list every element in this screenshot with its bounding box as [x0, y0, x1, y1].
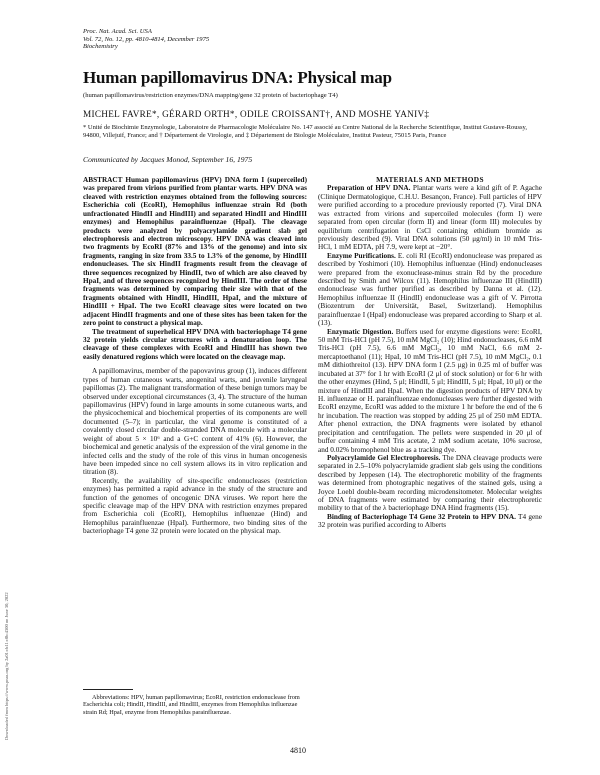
methods-body-4: The DNA cleavage products were separated in 2.5–10% polyacrylamide gradient slab gels using the conditions described by Jeppesen (14). The electrophoretic mobility of the fragments was determined from photographic negatives of the stained gels, using a Joyce Loebl double-beam recording microdensitometer. Molecular weights of DNA fragments were estimated by comparing their electrophoretic mobility to that of the λ bacteriophage DNA Hind fragments (15).	[318, 453, 542, 513]
methods-heading-4: Polyacrylamide Gel Electrophoresis.	[327, 453, 441, 462]
methods-paragraph-5	[318, 513, 542, 530]
affiliations: * Unité de Biochimie Enzymologie, Laboratoire de Pharmacologie Moléculaire No. 147 associé au Centre National de la Recherche Scientifique, Institut Gustave-Roussy, 94800, Villejuif, France; and † Département de Virologie, and ‡ Département de Biologie Moléculaire, Institut Pasteur, 75015 Paris, France	[83, 124, 527, 139]
footnote	[83, 689, 307, 716]
left-column	[83, 176, 307, 536]
journal-header	[83, 28, 209, 51]
paper-title: Human papillomavirus DNA: Physical map	[83, 68, 392, 87]
page-number: 4810	[290, 746, 306, 755]
methods-title: MATERIALS AND METHODS	[376, 176, 484, 184]
journal-volume: Vol. 72, No. 12, pp. 4810-4814, December 1975	[83, 35, 210, 43]
methods-paragraph-2	[318, 252, 542, 328]
authors: MICHEL FAVRE*, GÉRARD ORTH*, ODILE CROISSANT†, AND MOSHE YANIV‡	[83, 109, 430, 119]
intro-paragraph-2: Recently, the availability of site-specific endonucleases (restriction enzymes) has permitted a rapid advance in the study of the structure and function of the genomes of oncogenic DNA viruses. We report here the specific cleavage map of the HPV DNA with restriction enzymes prepared from Escherichia coli (EcoRI), Hemophilus influenzae (Hind) and Hemophilus parainfluenzae (HpaI). Furthermore, two binding sites of the bacteriophage T4 gene 32 protein were located on the physical map.	[83, 476, 307, 536]
methods-heading-1: Preparation of HPV DNA.	[327, 184, 411, 193]
methods-body-5: T4 gene 32 protein was purified according to Alberts	[318, 512, 543, 530]
abstract-paragraph-2: The treatment of superhelical HPV DNA with bacteriophage T4 gene 32 protein yields circular structures with a denaturation loop. The cleavage of these complexes with EcoRI and HindIII has shown two easily denatured regions which were located on the cleavage map.	[83, 327, 307, 361]
methods-heading-3: Enzymatic Digestion.	[327, 327, 394, 336]
methods-body-1: Plantar warts were a kind gift of P. Agache (Clinique Dermatologique, C.H.U. Besançon, France). Full particles of HPV were purified according to a procedure previously reported (7). Viral DNA was extracted from virions and supercoiled molecules (form I) were separated from open circular (form II) and linear (form III) molecules by equilibrium centrifugation in CsCl containing ethidium bromide as previously described (9). Viral DNA solutions (50 μg/ml) in 10 mM Tris-HCl, 1 mM EDTA, pH 7.9, were kept at −20°.	[318, 184, 542, 252]
methods-heading-2: Enzyme Purifications.	[327, 251, 396, 260]
methods-paragraph-4	[318, 454, 542, 513]
abstract-paragraph: ABSTRACT Human papillomavirus (HPV) DNA form I (superceiled) was prepared from virions purified from plantar warts. HPV DNA was cleaved with restriction enzymes obtained from the following sources: Escherichia coli (EcoRI), Hemophilus influenzae strain Rd (both unfractionated HindII and HindIII) and separated HindII and HindIII enzymes) and Hemophilus parainfluenzae (HpaI). The cleavage products were analyzed by polyacrylamide gradient slab gel electrophoresis and electron microscopy. HPV DNA was cleaved into two fragments by EcoRI (87% and 13% of the genome) and into six fragments, ranging in size from 33.5 to 1.3% of the genome, by HindIII endonucleases. The six HindII fragments result from the cleavage of three sequences recognized by HindII, two of which are also cleaved by HpaI, and of three sequences recognized by HindIII. The order of these fragments was determined by comparing their size with that of the fragments obtained with HindII, HindIII, HpaI, and the mixture of HindIII + HpaI. The two EcoRI cleavage sites were located on two adjacent HindII fragments and one of these sites has been taken for the zero point to construct a physical map.	[83, 176, 307, 328]
footnote-rule	[83, 689, 133, 690]
communicated-by: Communicated by Jacques Monod, September 16, 1975	[83, 155, 253, 164]
methods-body-3: Buffers used for enzyme digestions were: EcoRI, 50 mM Tris-HCl (pH 7.5), 10 mM MgCl₂ (10); Hind endonucleases, 6.6 mM Tris-HCl (pH 7.5), 6.6 mM MgCl₂, 10 mM NaCl, 6.6 mM 2-mercaptoethanol (11); HpaI, 10 mM Tris-HCl (pH 7.5), 10 mM MgCl₂, 0.1 mM dithiothreitol (13). HPV DNA form I (2.5 μg) in 0.25 ml of buffer was incubated at 37° for 1 hr with EcoRI (2 μl of stock solution) or for 6 hr with the other enzymes (Hind, 5 μl; HindII, 5 μl; HindIII, 5 μl; HpaI, 10 μl) or the mixture of HindIII and HpaI. When the digestion products of HPV DNA by H. influenzae or H. parainfluenzae endonucleases were further digested with EcoRI enzyme, EcoRI was added to the mixture 1 hr before the end of the 6 hr incubation. The reaction was stopped by adding 25 μl of 250 mM EDTA. After phenol extraction, the DNA fragments were isolated by ethanol precipitation and centrifugation. The pellets were suspended in 20 μl of buffer containing 4 mM Tris acetate, 2 mM sodium acetate, 10% sucrose, and 0.02% bromophenol blue as a tracking dye.	[318, 327, 542, 454]
methods-heading-5: Binding of Bacteriophage T4 Gene 32 Protein to HPV DNA.	[327, 512, 516, 521]
journal-section: Biochemistry	[83, 43, 118, 51]
download-watermark: Downloaded from https://www.pnas.org by 2a01:cb11:c0b:4300 on June 30, 2022	[4, 592, 9, 740]
methods-paragraph-1	[318, 184, 542, 251]
journal-name: Proc. Nat. Acad. Sci. USA	[83, 28, 152, 35]
methods-body-2: E. coli RI (EcoRI) endonuclease was prepared as described by Yoshimori (10). Hemophilus influenzae (Hind) endonucleases were prepared from the exonuclease-minus strain Rd by the procedure described by Smith and Wilcox (11). Hemophilus influenzae III (HindIII) endonuclease was further purified as described by Danna et al. (12). Hemophilus influenzae II (HindII) endonuclease was a gift of V. Pirrotta (Biozentrum der Universität, Basel, Switzerland). Hemophilus parainfluenzae I (HpaI) endonuclease was prepared according to Sharp et al. (13).	[318, 251, 543, 328]
intro-paragraph-1: A papillomavirus, member of the papovavirus group (1), induces different types of human cutaneous warts, anogenital warts, and juvenile laryngeal papillomas (2). The malignant transformation of these benign tumors may be observed under exceptional circumstances (3, 4). The structure of the human papillomavirus (HPV) found in large amounts in some cutaneous warts, and the physicochemical and biochemical properties of its components are well documented (5–7); in particular, the viral genome is constituted of a covalently closed circular double-stranded DNA molecule with a molecular weight of about 5 × 10⁶ and a G+C content of 41% (6). However, the biochemical and genetic analysis of the expression of the viral genome in the infected cells and the study of the role of this virus in human oncogenesis have been impeded since no cell system allows its in vitro replication and titration (8).	[83, 367, 307, 477]
methods-paragraph-3	[318, 328, 542, 454]
keywords: (human papillomavirus/restriction enzymes/DNA mapping/gene 32 protein of bacteriophage T4)	[83, 92, 338, 99]
abbreviations-footnote: Abbreviations: HPV, human papillomavirus; EcoRI, restriction endonuclease from Escherichia coli; HindII, HindIII, and HindIII, enzymes from Hemophilus influenzae strain Rd; HpaI, enzyme from Hemophilus parainfluenzae.	[83, 694, 300, 716]
right-column	[318, 176, 542, 530]
